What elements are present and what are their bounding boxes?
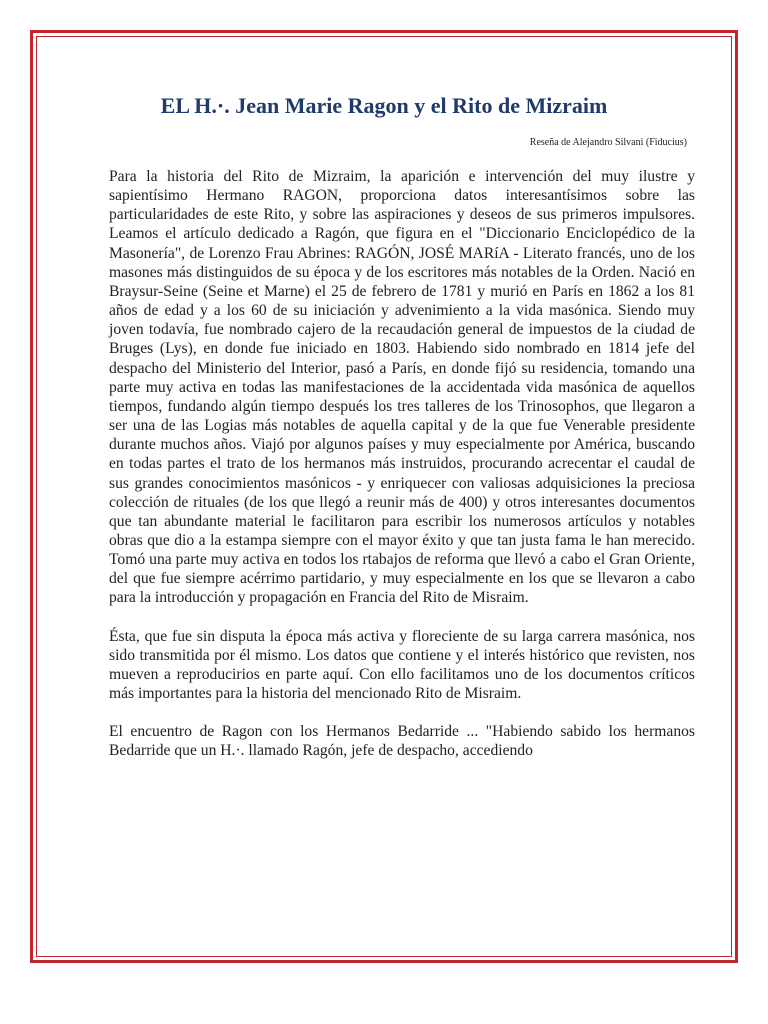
document-body [109, 167, 695, 780]
paragraph-2: Ésta, que fue sin disputa la época más activa y floreciente de su larga carrera masónica, nos sido transmitida por él mismo. Los datos que contiene y el interés histórico que revisten, nos mueven a reproducirios en parte aquí. Con ello facilitamos uno de los documentos críticos más importantes para la historia del mencionado Rito de Misraim. [109, 627, 695, 703]
paragraph-1: Para la historia del Rito de Mizraim, la aparición e intervención del muy ilustre y sapientísimo Hermano RAGON, proporciona datos interesantísimos sobre las particularidades de este Rito, y sobre las aspiraciones y deseos de sus primeros impulsores. Leamos el artículo dedicado a Ragón, que figura en el "Diccionario Enciclopédico de la Masonería", de Lorenzo Frau Abrines: RAGÓN, JOSÉ MARíA - Literato francés, uno de los masones más distinguidos de su época y de los escritores más notables de la Orden. Nació en Braysur-Seine (Seine et Marne) el 25 de febrero de 1781 y murió en París en 1862 a los 81 años de edad y a los 60 de su iniciación y advenimiento a la vida masónica. Siendo muy joven todavía, fue nombrado cajero de la recaudación general de impuestos de la ciudad de Bruges (Lys), en donde fue iniciado en 1803. Habiendo sido nombrado en 1814 jefe del despacho del Ministerio del Interior, pasó a París, en donde fijó su residencia, tomando una parte muy activa en todas las manifestaciones de la accidentada vida masónica de aquellos tiempos, fundando algún tiempo después los tres talleres de los Trinosophos, que llegaron a ser una de las Logias más notables de aquella capital y de la que fue Venerable presidente durante muchos años. Viajó por algunos países y muy especialmente por América, buscando en todas partes el trato de los hermanos más instruidos, procurando acrecentar el caudal de sus grandes conocimientos masónicos - y enriquecer con valiosas adquisiciones la preciosa colección de rituales (de los que llegó a reunir más de 400) y otros interesantes documentos que tan abundante material le facilitaron para escribir los numerosos artículos y notables obras que dio a la estampa siempre con el mayor éxito y que tan justa fama le han merecido. Tomó una parte muy activa en todos los rtabajos de reforma que llevó a cabo el Gran Oriente, del que fue siempre acérrimo partidario, y muy especialmente en los que se llevaron a cabo para la introducción y propagación en Francia del Rito de Misraim. [109, 168, 695, 607]
paragraph-3: El encuentro de Ragon con los Hermanos Bedarride ... "Habiendo sabido los hermanos Bedarride que un H.·. llamado Ragón, jefe de despacho, accediendo [109, 723, 695, 760]
author-byline: Reseña de Alejandro Silvani (Fiducius) [529, 137, 687, 148]
document-page [30, 30, 738, 963]
document-title: EL H.·. Jean Marie Ragon y el Rito de Mizraim [160, 93, 608, 118]
